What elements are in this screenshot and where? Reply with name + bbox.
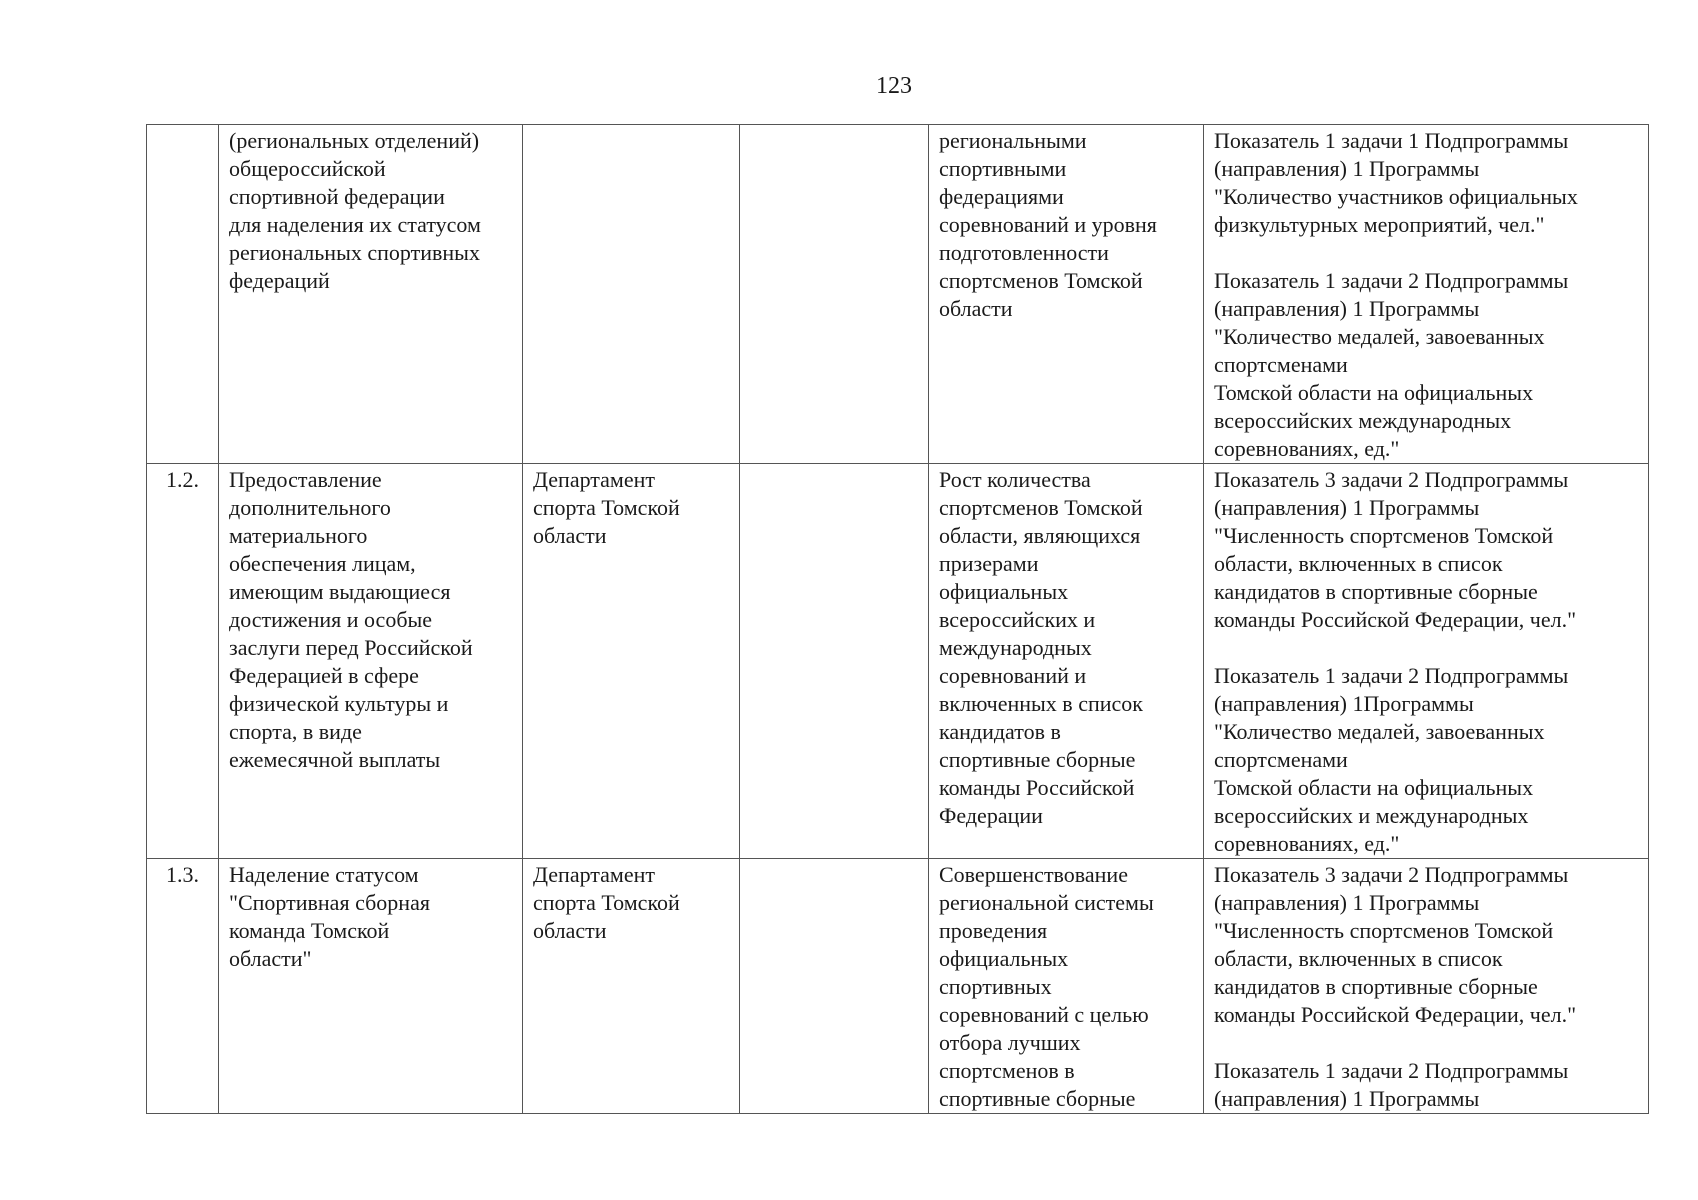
activity-cell: (региональных отделений) общероссийской спортивной федерации для наделения их статусом региональных спортивных федераций (219, 125, 523, 464)
row-number-cell: 1.2. (147, 464, 219, 859)
period-cell (740, 464, 929, 859)
period-cell (740, 125, 929, 464)
table-row (147, 125, 1649, 464)
indicators-cell: Показатель 3 задачи 2 Подпрограммы (направления) 1 Программы "Численность спортсменов Томской области, включенных в список кандидатов в спортивные сборные команды Российской Федерации, чел." Показатель 1 задачи 2 Подпрограммы (направления) 1 Программы (1204, 859, 1649, 1114)
executor-cell (523, 125, 740, 464)
executor-cell: Департамент спорта Томской области (523, 464, 740, 859)
indicators-cell: Показатель 1 задачи 1 Подпрограммы (направления) 1 Программы "Количество участников официальных физкультурных мероприятий, чел." Показатель 1 задачи 2 Подпрограммы (направления) 1 Программы "Количество медалей, завоеванных спортсменами Томской области на официальных всероссийских международных соревнованиях, ед." (1204, 125, 1649, 464)
executor-cell: Департамент спорта Томской области (523, 859, 740, 1114)
activity-cell: Предоставление дополнительного материального обеспечения лицам, имеющим выдающиеся достижения и особые заслуги перед Российской Федерацией в сфере физической культуры и спорта, в виде ежемесячной выплаты (219, 464, 523, 859)
result-cell: региональными спортивными федерациями соревнований и уровня подготовленности спортсменов Томской области (929, 125, 1204, 464)
table-row (147, 859, 1649, 1114)
result-cell: Рост количества спортсменов Томской области, являющихся призерами официальных всероссийских и международных соревнований и включенных в список кандидатов в спортивные сборные команды Российской Федерации (929, 464, 1204, 859)
page-number: 123 (876, 73, 912, 99)
result-cell: Совершенствование региональной системы проведения официальных спортивных соревнований с целью отбора лучших спортсменов в спортивные сборные (929, 859, 1204, 1114)
indicators-cell: Показатель 3 задачи 2 Подпрограммы (направления) 1 Программы "Численность спортсменов Томской области, включенных в список кандидатов в спортивные сборные команды Российской Федерации, чел." Показатель 1 задачи 2 Подпрограммы (направления) 1Программы "Количество медалей, завоеванных спортсменами Томской области на официальных всероссийских и международных соревнованиях, ед." (1204, 464, 1649, 859)
row-number-cell: 1.3. (147, 859, 219, 1114)
program-table (146, 124, 1649, 1114)
row-number-cell (147, 125, 219, 464)
period-cell (740, 859, 929, 1114)
activity-cell: Наделение статусом "Спортивная сборная команда Томской области" (219, 859, 523, 1114)
table-row (147, 464, 1649, 859)
